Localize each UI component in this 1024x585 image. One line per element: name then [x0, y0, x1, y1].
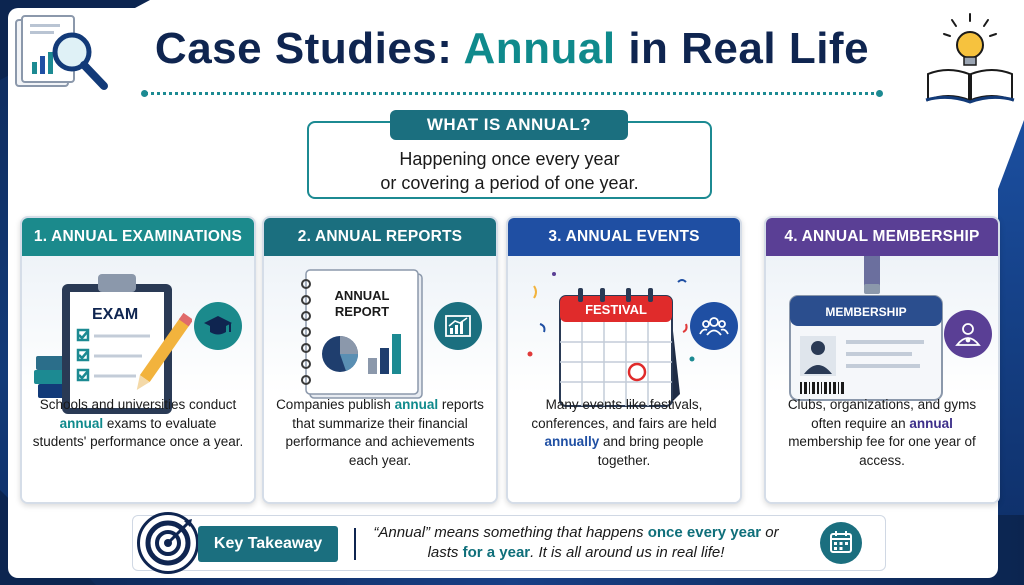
card-heading: 2. ANNUAL REPORTS	[264, 218, 496, 256]
svg-text:MEMBERSHIP: MEMBERSHIP	[825, 305, 907, 319]
card-body	[22, 256, 254, 504]
svg-text:ANNUAL: ANNUAL	[334, 288, 390, 303]
festival-calendar-illustration	[520, 264, 700, 414]
exam-clipboard-illustration	[32, 264, 192, 414]
takeaway-separator	[354, 528, 356, 560]
card-description: Clubs, organizations, and gyms often require an annual membership fee for one year of access.	[787, 397, 977, 468]
card-description: Schools and universities conduct annual exams to evaluate students' performance once a year.	[32, 397, 244, 449]
bar-chart-icon	[434, 302, 482, 350]
card-annual-examinations	[20, 216, 256, 504]
definition-tag: WHAT IS ANNUAL?	[390, 110, 628, 140]
annual-report-illustration	[300, 266, 430, 406]
graduation-cap-icon	[194, 302, 242, 350]
definition-text: Happening once every year or covering a period of one year.	[380, 149, 639, 193]
key-takeaway-text: “Annual” means something that happens once every year or lasts for a year. It is all around us in real life!	[373, 524, 779, 561]
card-body	[264, 256, 496, 504]
people-group-icon	[690, 302, 738, 350]
card-annual-events	[506, 216, 742, 504]
card-description: Many events like festivals, conferences, and fairs are held annually and bring people together.	[531, 397, 717, 468]
membership-card-illustration	[784, 256, 944, 406]
card-heading: 1. ANNUAL EXAMINATIONS	[22, 218, 254, 256]
svg-text:REPORT: REPORT	[334, 304, 390, 319]
svg-text:EXAM: EXAM	[92, 306, 139, 323]
page-title: Case Studies: Annual in Real Life	[154, 24, 870, 73]
card-body	[508, 256, 740, 504]
calendar-icon	[820, 522, 862, 564]
divider-dot-right	[876, 90, 883, 97]
card-annual-reports	[262, 216, 498, 504]
card-body	[766, 256, 998, 504]
target-icon	[137, 512, 199, 574]
title-divider	[145, 92, 880, 95]
member-badge-icon	[944, 310, 992, 358]
card-heading: 4. ANNUAL MEMBERSHIP	[766, 218, 998, 256]
svg-text:FESTIVAL: FESTIVAL	[585, 302, 647, 317]
card-annual-membership	[764, 216, 1000, 504]
card-heading: 3. ANNUAL EVENTS	[508, 218, 740, 256]
card-description: Companies publish annual reports that summarize their financial performance and achievements each year.	[276, 397, 484, 468]
key-takeaway-label: Key Takeaway	[198, 526, 338, 562]
